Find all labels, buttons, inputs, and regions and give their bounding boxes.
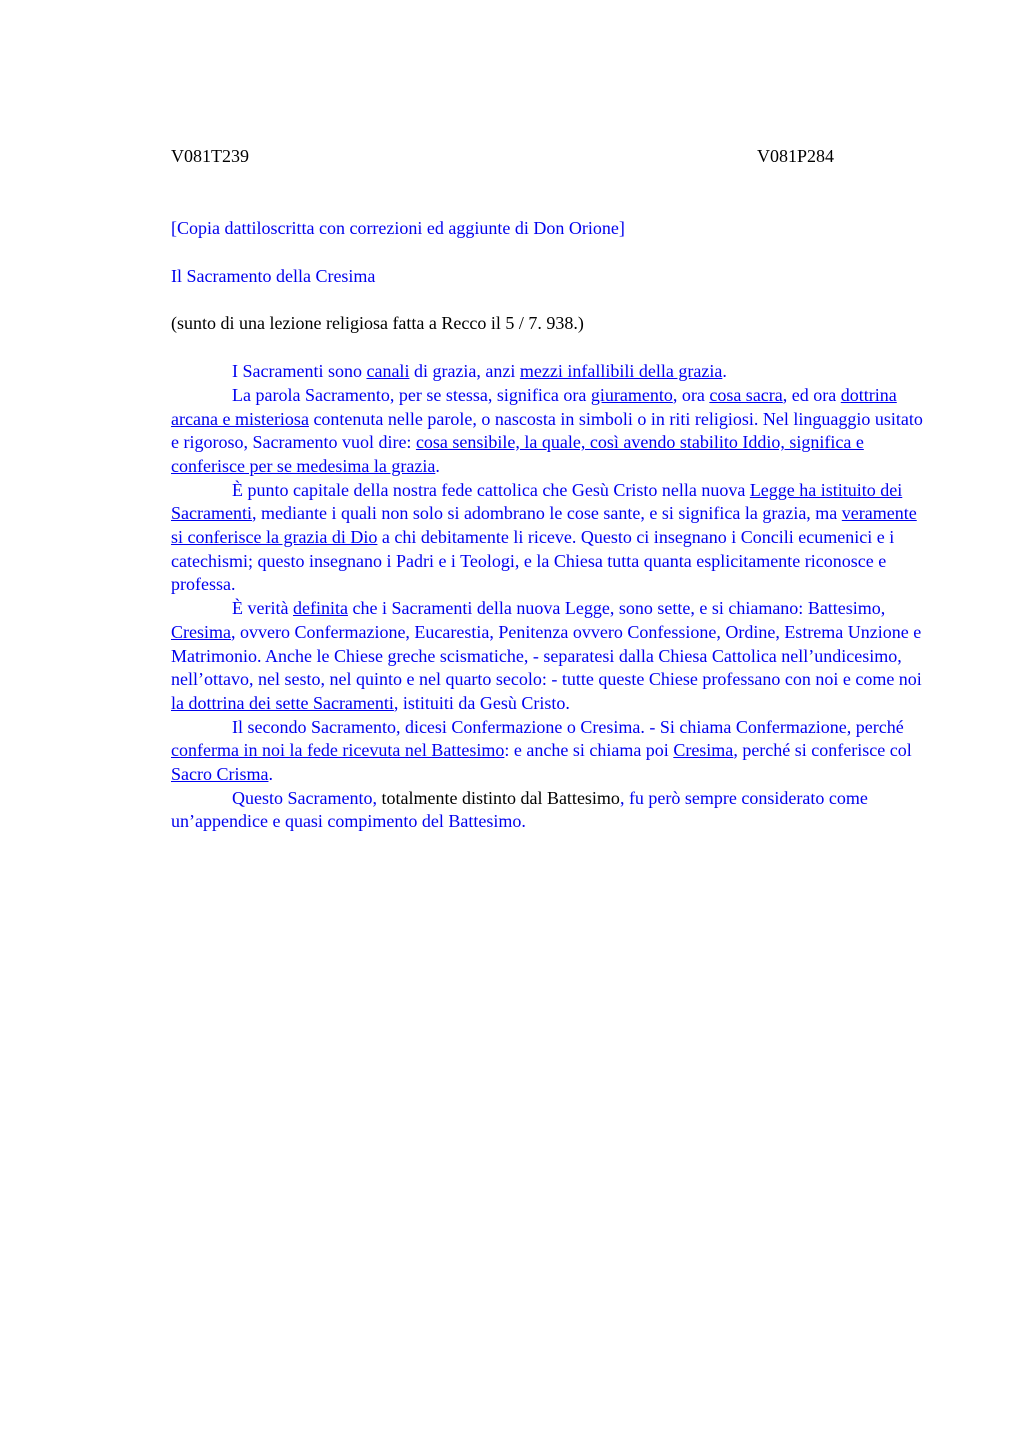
text-segment: contenuta nelle parole, o nascosta in simboli o in riti religiosi. Nel linguaggio usitato e rigoroso, Sacramento vuol dire:: [171, 408, 923, 453]
underlined-text: Sacro Crisma: [171, 764, 269, 785]
underlined-text: cosa sensibile, la quale, così avendo stabilito Iddio, significa e conferisce per se medesima la grazia: [171, 432, 864, 476]
underlined-text: Cresima: [171, 621, 231, 642]
text-segment: È verità: [232, 598, 293, 619]
text-segment: , istituiti da Gesù Cristo.: [393, 692, 570, 713]
underlined-text: mezzi infallibili della grazia: [519, 361, 723, 382]
text-segment: , perché si conferisce col: [733, 740, 912, 761]
document-subtitle: (sunto di una lezione religiosa fatta a Recco il 5 / 7. 938.): [171, 313, 584, 334]
paragraph: [171, 479, 931, 598]
paragraph: [171, 360, 931, 384]
underlined-text: canali: [366, 361, 410, 382]
document-body: [171, 360, 931, 834]
paragraph: [171, 384, 931, 479]
text-segment: di grazia, anzi: [409, 361, 520, 382]
text-segment: , fu però sempre considerato come un’appendice e quasi compimento del Battesimo.: [171, 787, 868, 832]
text-segment: , ora: [672, 384, 710, 405]
underlined-text: dottrina arcana e misteriosa: [171, 384, 897, 429]
underlined-text: veramente si conferisce la grazia di Dio: [171, 503, 917, 548]
underlined-text: definita: [292, 598, 348, 619]
document-title: Il Sacramento della Cresima: [171, 265, 376, 286]
text-segment: che i Sacramenti della nuova Legge, sono sette, e si chiamano: Battesimo,: [347, 598, 886, 619]
underlined-text: Legge ha istituito dei Sacramenti: [171, 479, 903, 524]
paragraph: [171, 597, 931, 716]
text-segment: a chi debitamente li riceve. Questo ci insegnano i Concili ecumenici e i catechismi; questo insegnano i Padri e i Teologi, e la Chiesa tutta quanta esplicitamente riconosce e professa.: [171, 527, 895, 595]
underlined-text: la dottrina dei sette Sacramenti: [171, 692, 394, 713]
text-segment: , ed ora: [782, 384, 841, 405]
document-code-right: V081P284: [757, 146, 835, 166]
document-header: [171, 145, 931, 171]
text-segment: totalmente distinto dal Battesimo: [381, 787, 620, 808]
underlined-text: conferma in noi la fede ricevuta nel Battesimo: [171, 740, 505, 761]
text-segment: : e anche si chiama poi: [504, 740, 674, 761]
text-segment: La parola Sacramento, per se stessa, significa ora: [232, 384, 591, 405]
text-segment: .: [722, 361, 727, 382]
text-segment: I Sacramenti sono: [232, 361, 367, 382]
text-segment: Questo Sacramento,: [232, 787, 382, 808]
text-segment: È punto capitale della nostra fede cattolica che Gesù Cristo nella nuova: [232, 479, 750, 500]
underlined-text: cosa sacra: [709, 384, 783, 405]
text-segment: , mediante i quali non solo si adombrano le cose sante, e si significa la grazia, ma: [251, 503, 842, 524]
text-segment: .: [268, 764, 273, 785]
paragraph: [171, 716, 931, 787]
underlined-text: giuramento: [590, 384, 673, 405]
editorial-note: [Copia dattiloscritta con correzioni ed aggiunte di Don Orione]: [171, 218, 625, 238]
underlined-text: Cresima: [673, 740, 734, 761]
text-segment: Il secondo Sacramento, dicesi Confermazione o Cresima. - Si chiama Confermazione, perché: [232, 716, 904, 737]
text-segment: .: [435, 455, 440, 476]
document-code-left: V081T239: [171, 146, 249, 166]
document-page: [171, 145, 931, 834]
paragraph: [171, 787, 931, 834]
text-segment: , ovvero Confermazione, Eucarestia, Penitenza ovvero Confessione, Ordine, Estrema Unzione e Matrimonio. Anche le Chiese greche scismatiche, - separatesi dalla Chiesa Cattolica nell’undicesimo, nell’ottavo, nel sesto, nel quinto e nel quarto secolo: - tutte queste Chiese professano con noi e come noi: [171, 621, 922, 690]
